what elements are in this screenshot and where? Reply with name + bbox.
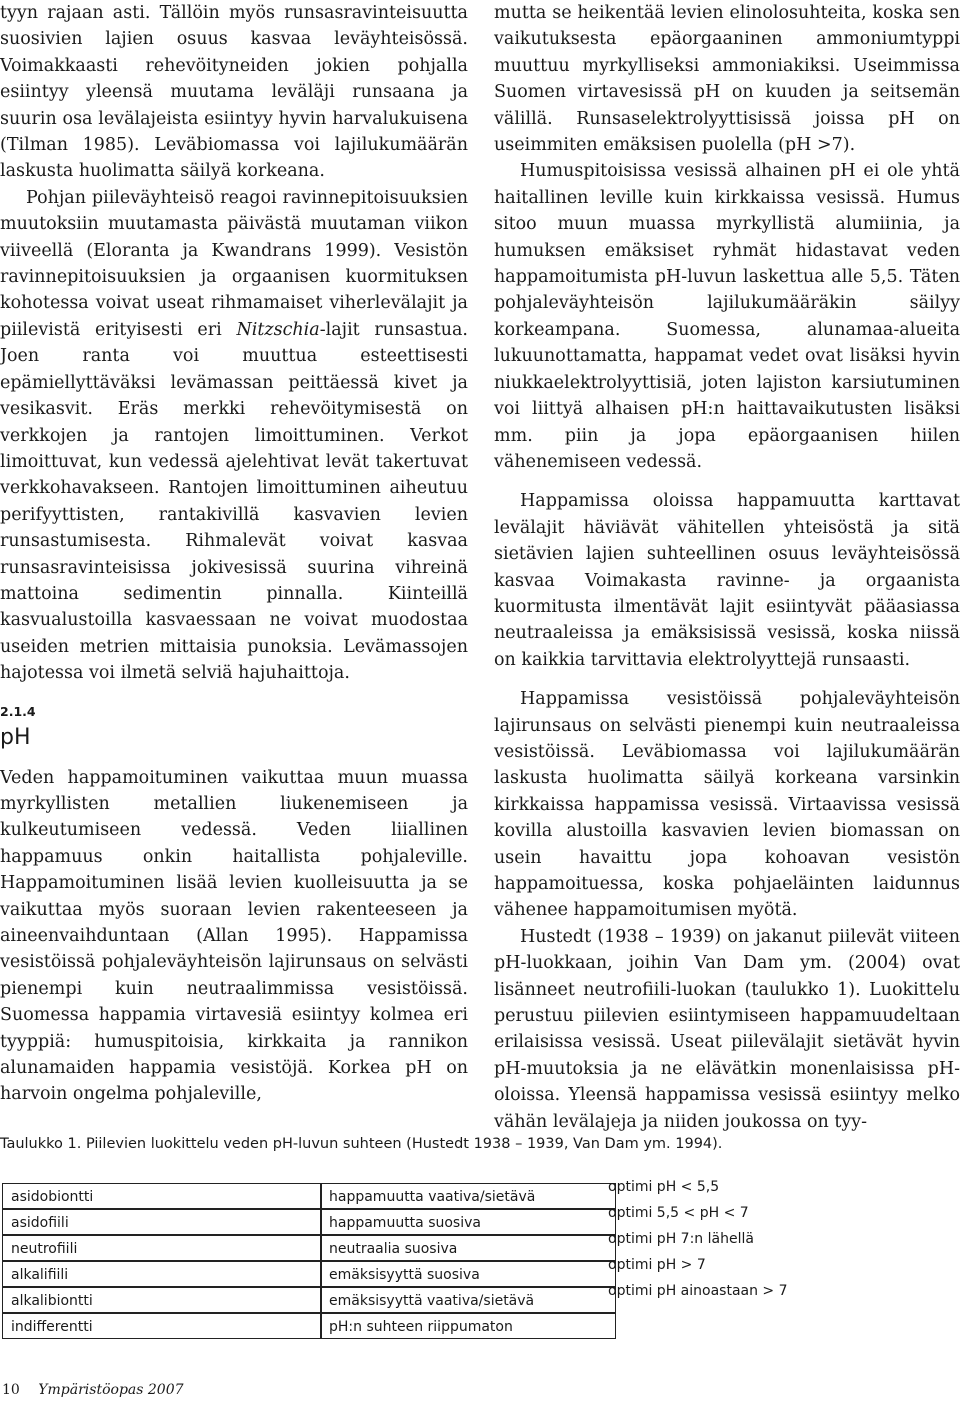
page-number: 10 — [2, 1382, 20, 1398]
table-cell-description: pH:n suhteen riippumaton — [320, 1313, 616, 1339]
publication-title: Ympäristöopas 2007 — [38, 1382, 184, 1398]
table-cell-class: asidobiontti — [2, 1183, 322, 1209]
table-cell-optimum — [600, 1307, 958, 1329]
table-cell-class: indifferentti — [2, 1313, 322, 1339]
paragraph: Hustedt (1938 – 1939) on jakanut piilevät viiteen pH-luokkaan, joihin Van Dam ym. (2004) ovat lisänneet neutrofiili-luokan (taulukko 1). Luokittelu perustuu piilevien esiintymiseen happamuudeltaan erilaisissa vesissä. Useat piilevälajit sietävät hyvin pH-muutoksia ja ne elävätkin monenlaisissa pH-oloissa. Yleensä happamissa vesissä esiintyy melko vähän levälajeja ja niiden joukossa on tyy- — [494, 926, 960, 1132]
table-cell-class: alkalibiontti — [2, 1287, 322, 1313]
table-cell-optimum: optimi pH < 5,5 — [608, 1179, 720, 1195]
table-cell-class: asidofiili — [2, 1209, 322, 1235]
paragraph: Humuspitoisissa vesissä alhainen pH ei ole yhtä haitallinen leville kuin kirkkaissa vesissä. Humus sitoo muun muassa myrkyllistä alumiinia, ja humuksen emäksiset ryhmät hidastavat veden happamoitumista pH-luvun laskettua alle 5,5. Täten pohjaleväyhteisön lajilukumääräkin säilyy korkeampana. Suomessa, alunamaa-alueita lukuunottamatta, happamat vedet ovat lisäksi hyvin niukkaelektrolyyttisiä, joten lajiston karsiutuminen voi liittyä alhaisen pH:n haittavaikutusten lisäksi mm. piin ja jopa epäorgaanisen hiilen vähenemiseen vedessä. — [494, 161, 960, 472]
table-caption: Taulukko 1. Piilevien luokittelu veden pH-luvun suhteen (Hustedt 1938 – 1939, Van Dam ym. 1994). — [0, 1136, 723, 1152]
paragraph-text: Pohjan piileväyhteisö reagoi ravinnepitoisuuksien muutoksiin muutamasta päivästä muutaman viikon viiveellä (Eloranta ja Kwandrans 1999). Vesistön ravinnepitoisuuksien ja orgaanisen kuormituksen kohotessa voivat useat rihmamaiset viherlevälajit ja piilevistä erityisesti eri — [0, 187, 468, 340]
right-text-column — [494, 0, 960, 1135]
table-cell-description: emäksisyyttä suosiva — [320, 1261, 616, 1287]
paragraph: mutta se heikentää levien elinolosuhteita, koska sen vaikutuksesta epäorgaaninen ammoniumtyppi muuttuu myrkylliseksi ammoniakiksi. Useimmissa Suomen virtavesissä pH on kuuden ja seitsemän välillä. Runsaselektrolyyttisissä joissa pH on useimmiten emäksisen puolella (pH >7). — [494, 3, 960, 156]
table-cell-class: neutrofiili — [2, 1235, 322, 1261]
paragraph: Happamissa vesistöissä pohjaleväyhteisön lajirunsaus on selvästi pienempi kuin neutraaleissa vesistöissä. Leväbiomassa voi lajilukumäärän laskusta huolimatta säilyä korkeana varsinkin kirkkaissa happamissa vesissä. Virtaavissa vesissä kovilla alustoilla kasvavien levien biomassan on usein havaittu jopa kohoavan vesistön happamoituessa, koska pohjaeläinten laidunnus vähenee happamoitumisen myötä. — [494, 689, 960, 921]
page-footer — [2, 1382, 184, 1398]
paragraph: Happamissa oloissa happamuutta karttavat levälajit häviävät vähitellen yhteisöstä ja sitä sietävien lajien suhteellinen osuus leväyhteisössä kasvaa Voimakasta ravinne- ja orgaanista kuormitusta ilmentävät lajit esiintyvät pääasiassa neutraaleissa ja emäksisissä vesissä, koska niissä on kaikkia tarvittavia elektrolyyttejä runsaasti. — [494, 491, 960, 670]
section-number: 2.1.4 — [0, 703, 36, 719]
table-cell-optimum: optimi pH > 7 — [608, 1257, 706, 1273]
paragraph-text: -lajit runsastua. Joen ranta voi muuttua esteettisesti epämiellyttäväksi levämassan peittäessä kivet ja vesikasvit. Eräs merkki rehevöitymisestä on verkkojen ja rantojen limoittuminen. Verkot limoittuvat, kun vedessä ajelehtivat levät takertuvat verkkohavakseen. Rantojen limoittuminen aiheutuu perifyyttisten, rantakivillä kasvavien levien runsastumisesta. Rihmalevät voivat kasvaa runsasravinteisissa jokivesissä suurina vihreinä mattoina sedimentin pinnalla. Kiinteillä kasvualustoilla kasvaessaan ne voivat muodostaa useiden metrien mittaisia punoksia. Levämassojen hajotessa voi ilmetä selviä hajuhaittoja. — [0, 319, 468, 684]
section-title: pH — [0, 724, 31, 750]
paragraph: Veden happamoituminen vaikuttaa muun muassa myrkyllisten metallien liukenemiseen ja kulkeutumiseen vedessä. Veden liiallinen happamuus onkin haitallista pohjaleville. Happamoituminen lisää levien kuolleisuutta ja se vaikuttaa myös suoraan levien rakenteeseen ja aineenvaihduntaan (Allan 1995). Happamissa vesistöissä pohjaleväyhteisön lajirunsaus on selvästi pienempi kuin neutraalimmissa vesistöissä. Suomessa happamia virtavesiä esiintyy kolmea eri tyyppiä: humuspitoisia, kirkkaita ja rannikon alunamaiden happamia vesistöjä. Korkea pH on harvoin ongelma pohjaleville, — [0, 767, 468, 1105]
paragraph — [0, 185, 468, 687]
table-cell-optimum: optimi pH ainoastaan > 7 — [608, 1283, 788, 1299]
table-cell-description: happamuutta vaativa/sietävä — [320, 1183, 616, 1209]
table-cell-description: emäksisyyttä vaativa/sietävä — [320, 1287, 616, 1313]
table-cell-class: alkalifiili — [2, 1261, 322, 1287]
table-cell-description: happamuutta suosiva — [320, 1209, 616, 1235]
left-text-column — [0, 0, 468, 1108]
table-cell-optimum: optimi 5,5 < pH < 7 — [608, 1205, 749, 1221]
table-cell-description: neutraalia suosiva — [320, 1235, 616, 1261]
table-cell-optimum: optimi pH 7:n lähellä — [608, 1231, 754, 1247]
taxon-name: Nitzschia — [236, 319, 320, 340]
paragraph: tyyn rajaan asti. Tällöin myös runsasravinteisuutta suosivien lajien osuus kasvaa leväyhteisössä. Voimakkaasti rehevöityneiden jokien pohjalla esiintyy yleensä muutama leväläji runsaana ja suurin osa levälajeista esiintyy hyvin harvalukuisena (Tilman 1985). Leväbiomassa voi lajilukumäärän laskusta huolimatta säilyä korkeana. — [0, 3, 468, 182]
